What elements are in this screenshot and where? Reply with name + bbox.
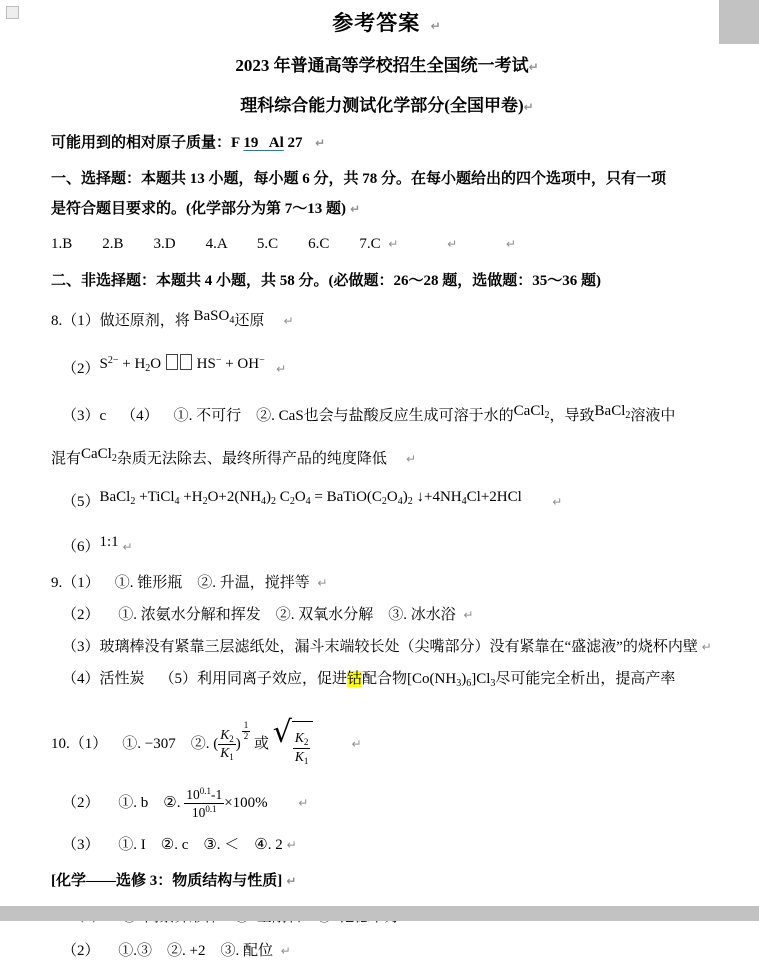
fraction xyxy=(293,730,311,766)
text-run: 二、非选择题：本题共 4 小题，共 58 分。(必做题：26～28 题，选做题：35～36 题) xyxy=(51,273,601,289)
paragraph-mark-icon: ↵ xyxy=(282,837,297,852)
text-run: = BaTiO(C xyxy=(310,489,382,505)
line-frq-header xyxy=(51,266,723,296)
italic-text: K xyxy=(220,726,230,742)
fraction-denominator xyxy=(293,749,311,766)
subscript: 2 xyxy=(202,496,208,507)
text-run: Cl+2HCl xyxy=(466,489,522,505)
text-run: O+2(NH xyxy=(207,489,262,505)
text-run: （3）玻璃棒没有紧靠三层滤纸处，漏斗末端较长处（尖嘴部分）没有紧靠在“盛滤液”的烧杯内壁 xyxy=(62,639,698,655)
line-q8-1 xyxy=(51,306,723,341)
text-run: S xyxy=(99,356,108,372)
text-run: 尽可能完全析出，提高产率 xyxy=(495,671,676,687)
superscript: 2− xyxy=(107,355,119,366)
text-run: （4）活性炭 （5）利用同离子效应，促进 xyxy=(62,671,348,687)
line-mcq-answers xyxy=(51,230,723,258)
paragraph-mark-icon: ↵ xyxy=(282,873,297,888)
fraction-numerator xyxy=(218,727,236,745)
text-run: +TiCl xyxy=(135,489,175,505)
inline-equation xyxy=(81,439,117,474)
paragraph-mark-icon: ↵ xyxy=(420,19,442,33)
text-run: 还原 xyxy=(234,313,265,329)
paragraph-mark-icon: ↵ xyxy=(267,795,309,810)
text-run: ) xyxy=(461,671,467,687)
text-run: ( xyxy=(213,736,219,752)
text-run: （2） ①.③ ②. +2 ③. 配位 xyxy=(62,942,273,959)
text-run: + H xyxy=(118,356,146,372)
subscript: 3 xyxy=(456,678,462,689)
text-run: （3） ①. I ②. c ③. ＜ ④. 2 xyxy=(62,836,283,853)
subscript: 2 xyxy=(111,453,117,464)
text-run xyxy=(457,236,506,252)
line-q8-3b xyxy=(51,444,723,479)
highlighted-text: 钴 xyxy=(347,671,363,687)
subscript: 4 xyxy=(174,496,180,507)
text-run: BaCl xyxy=(594,403,626,419)
line-atomic-mass-note xyxy=(51,130,723,156)
subscript: 2 xyxy=(229,733,234,744)
superscript: 0.1 xyxy=(205,803,217,814)
line-answer-key-title xyxy=(51,6,723,43)
square-root xyxy=(272,714,314,772)
line-exam-name xyxy=(51,53,723,80)
paragraph-mark-icon: ↵ xyxy=(523,100,534,114)
subscript: 2 xyxy=(381,496,387,507)
text-run: ) xyxy=(266,489,272,505)
fraction-numerator xyxy=(184,786,224,804)
text-run: （2） ①. b ②. xyxy=(62,794,185,811)
text-run: -1 xyxy=(210,787,223,803)
paragraph-mark-icon: ↵ xyxy=(528,60,539,74)
text-run: O xyxy=(294,489,306,505)
fraction-denominator xyxy=(242,732,251,742)
superscript: 0.1 xyxy=(199,786,211,797)
inline-equation xyxy=(100,480,522,519)
subscript: 2 xyxy=(544,410,550,421)
text-run: 10.（1） ①. −307 ②. xyxy=(51,736,214,752)
text-run: BaCl xyxy=(99,489,131,505)
line-q9-4 xyxy=(51,664,723,699)
text-run: +H xyxy=(179,489,203,505)
text-run: 理科综合能力测试化学部分(全国甲卷) xyxy=(240,96,524,115)
text-run: BaSO xyxy=(193,308,230,324)
inline-equation xyxy=(595,396,631,431)
fraction-denominator xyxy=(184,804,224,821)
superscript: − xyxy=(259,355,265,366)
paragraph-mark-icon: ↵ xyxy=(346,202,361,216)
fraction xyxy=(242,721,251,742)
text-run: ↓+4NH xyxy=(412,489,462,505)
line-elective3-heading xyxy=(51,866,723,896)
subscript: 2 xyxy=(625,410,631,421)
line-q8-5 xyxy=(51,485,723,524)
paragraph-mark-icon: ↵ xyxy=(447,237,458,251)
superscript: − xyxy=(215,355,222,366)
text-run: 1:1 xyxy=(99,534,119,550)
text-run: 一、选择题：本题共 13 小题，每小题 6 分，共 78 分。在每小题给出的四个选项中，只有一项 xyxy=(51,171,667,187)
paragraph-mark-icon: ↵ xyxy=(264,314,294,328)
paragraph-mark-icon: ↵ xyxy=(505,237,516,251)
text-run: 溶液中 xyxy=(630,408,676,424)
paragraph-mark-icon: ↵ xyxy=(697,640,712,654)
paragraph-mark-icon: ↵ xyxy=(264,362,287,376)
line-q8-3a xyxy=(51,401,723,436)
subscript: 4 xyxy=(261,496,267,507)
text-run: CaCl xyxy=(81,446,112,462)
text-run: 10 xyxy=(186,787,200,803)
document-content xyxy=(51,6,723,966)
paragraph-mark-icon: ↵ xyxy=(386,452,417,466)
text-run: CaCl xyxy=(513,403,545,419)
italic-text: K xyxy=(220,745,230,761)
text-run xyxy=(398,236,447,252)
text-run: 1 xyxy=(243,720,249,731)
text-run: 是符合题目要求的。(化学部分为第 7～13 题) xyxy=(51,201,346,217)
text-run: （2） xyxy=(62,361,100,377)
italic-text: K xyxy=(294,748,304,764)
line-q10-2 xyxy=(51,778,723,828)
line-q9-2 xyxy=(51,600,723,630)
text-run: （2） ①. 浓氨水分解和挥发 ②. 双氧水分解 ③. 冰水浴 xyxy=(62,607,456,623)
radical-icon: √ xyxy=(272,714,292,750)
subscript: 6 xyxy=(466,678,472,689)
subscript: 2 xyxy=(289,496,295,507)
text-run: HS xyxy=(192,356,216,372)
text-run: O xyxy=(386,489,398,505)
subscript: 4 xyxy=(305,496,311,507)
missing-glyph-box-icon xyxy=(180,354,192,370)
line-q8-6 xyxy=(51,532,723,562)
subscript: 2 xyxy=(271,496,277,507)
line-q9-3 xyxy=(51,632,723,662)
inline-equation xyxy=(194,301,235,336)
text-run: 27 xyxy=(283,135,303,151)
text-run: （3）c （4） ①. 不可行 ②. CaS也会与盐酸反应生成可溶于水的 xyxy=(62,408,514,424)
paragraph-mark-icon: ↵ xyxy=(302,136,326,150)
text-run: O xyxy=(150,356,165,372)
line-q9-1 xyxy=(51,568,723,598)
text-run: 9.（1） ①. 锥形瓶 ②. 升温，搅拌等 xyxy=(51,575,310,591)
text-run: 10 xyxy=(191,804,206,820)
subscript: 1 xyxy=(229,752,234,763)
fraction xyxy=(184,786,224,820)
paragraph-mark-icon: ↵ xyxy=(455,608,474,622)
text-run: 混有 xyxy=(51,451,82,467)
fraction-numerator xyxy=(293,730,311,748)
app-background-corner xyxy=(719,0,759,44)
subscript: 2 xyxy=(145,363,151,374)
underlined-text: 19 Al xyxy=(243,135,284,151)
paragraph-mark-icon: ↵ xyxy=(118,540,133,554)
line-mcq-header-line1 xyxy=(51,164,723,194)
missing-glyph-box-icon xyxy=(166,354,178,370)
subscript: 4 xyxy=(397,496,403,507)
text-run: 配合物[Co(NH xyxy=(362,671,457,687)
subscript: 2 xyxy=(407,496,413,507)
paragraph-mark-icon: ↵ xyxy=(309,576,328,590)
subscript: 4 xyxy=(461,496,467,507)
line-q10-3 xyxy=(51,830,723,860)
app-background-bottom xyxy=(0,906,759,921)
text-run: + OH xyxy=(221,356,260,372)
line-q11-2 xyxy=(51,936,723,966)
select-anchor-icon xyxy=(6,6,19,19)
text-run: [化学——选修 3：物质结构与性质] xyxy=(51,872,283,889)
paragraph-mark-icon: ↵ xyxy=(521,495,563,509)
text-run: ×100% xyxy=(224,794,268,811)
line-q10-1 xyxy=(51,711,723,772)
subscript: 2 xyxy=(303,737,309,748)
text-run: （5） xyxy=(62,494,100,510)
fraction-denominator xyxy=(218,745,236,762)
text-run: ) xyxy=(402,489,408,505)
subscript: 1 xyxy=(303,755,309,766)
text-run: C xyxy=(276,489,290,505)
text-run: 2023 年普通高等学校招生全国统一考试 xyxy=(235,56,529,75)
paragraph-mark-icon: ↵ xyxy=(313,737,362,751)
italic-text: K xyxy=(294,730,304,746)
superscript-exponent xyxy=(242,711,251,759)
text-run: 或 xyxy=(250,736,273,752)
text-run: 可能用到的相对原子质量：F xyxy=(51,135,244,151)
text-run: 8.（1）做还原剂，将 xyxy=(51,313,194,329)
subscript: 3 xyxy=(490,678,496,689)
line-q8-2 xyxy=(51,351,723,389)
text-run: ]Cl xyxy=(471,671,491,687)
text-run: ，导致 xyxy=(549,408,595,424)
text-run: 1.B 2.B 3.D 4.A 5.C 6.C 7.C xyxy=(51,236,381,252)
text-run: （6） xyxy=(62,539,100,555)
line-exam-subtitle xyxy=(51,93,723,120)
text-run: 参考答案 xyxy=(332,11,421,35)
fraction xyxy=(218,727,236,763)
text-run: 2 xyxy=(243,731,249,741)
paragraph-mark-icon: ↵ xyxy=(272,943,291,958)
inline-equation xyxy=(100,527,119,557)
subscript: 2 xyxy=(130,496,136,507)
text-run: ) xyxy=(235,736,241,752)
radicand xyxy=(292,721,314,772)
text-run: 杂质无法除去、最终所得产品的纯度降低 xyxy=(116,451,387,467)
subscript: 4 xyxy=(229,315,235,326)
inline-equation xyxy=(100,346,265,384)
inline-equation xyxy=(514,396,550,431)
line-mcq-header-line2 xyxy=(51,194,723,224)
paragraph-mark-icon: ↵ xyxy=(380,237,399,251)
